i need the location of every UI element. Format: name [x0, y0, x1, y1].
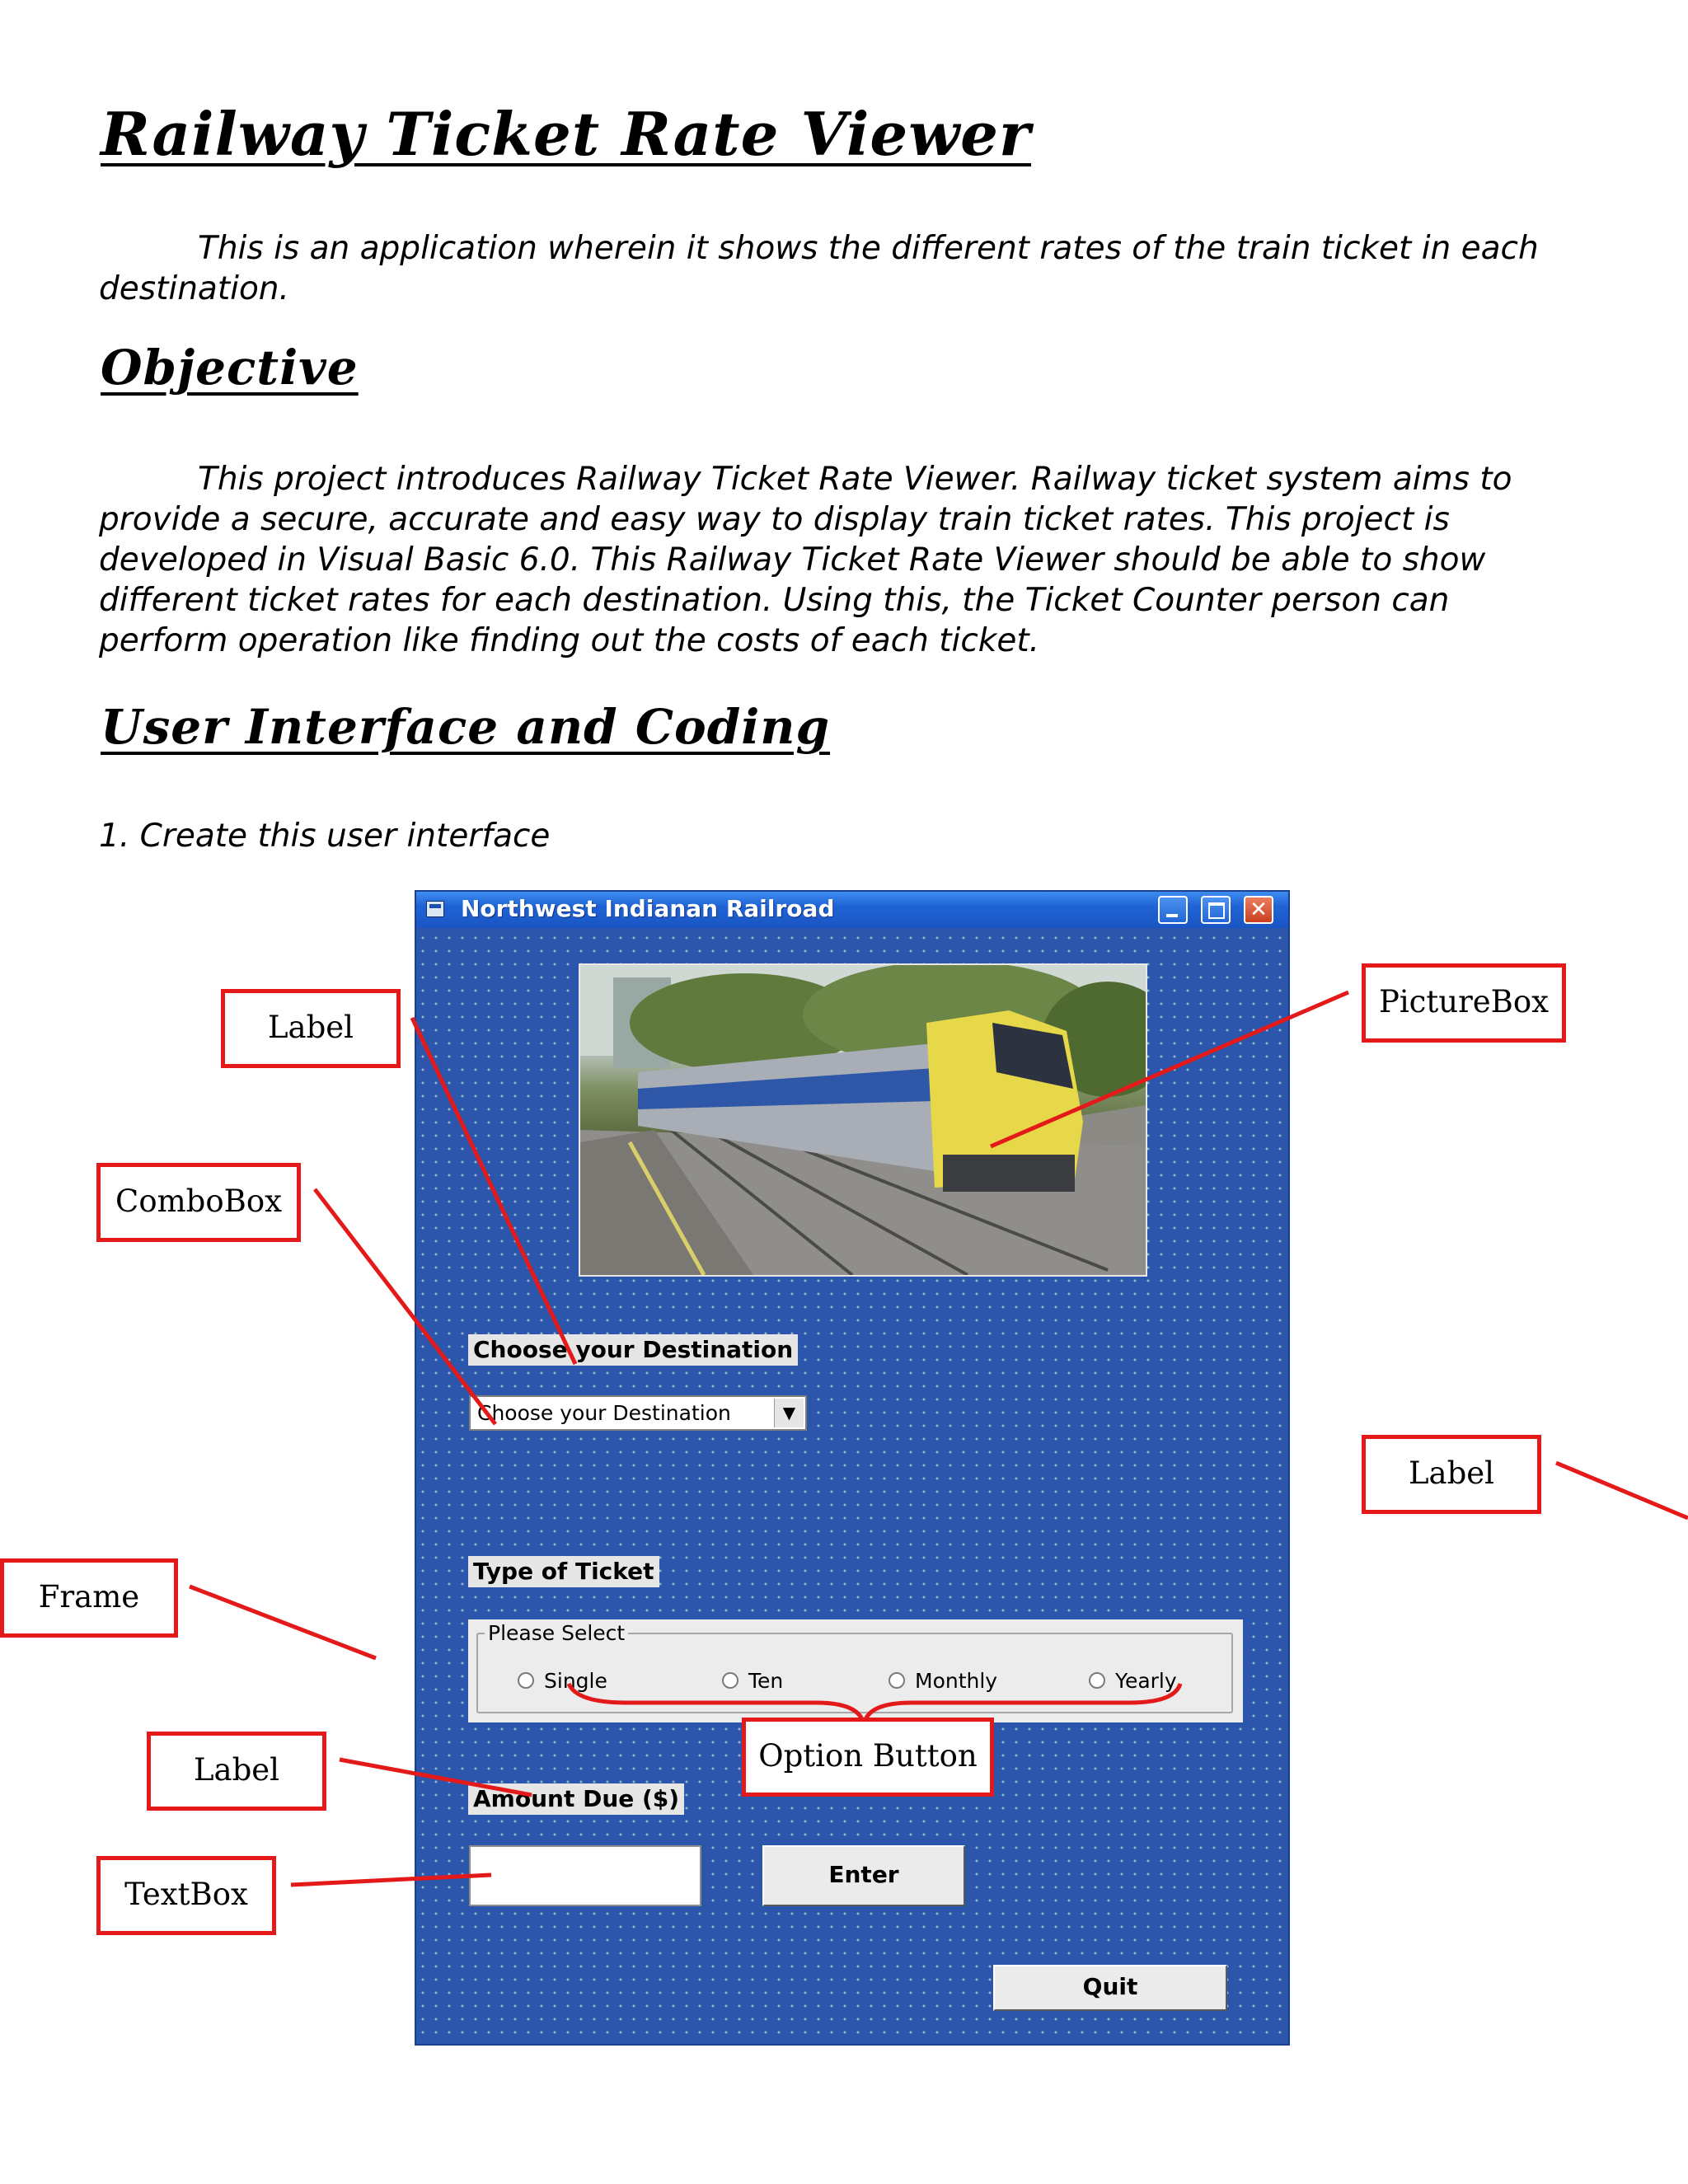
window-title: Northwest Indianan Railroad: [461, 895, 835, 922]
quit-button[interactable]: Quit: [993, 1965, 1227, 2011]
objective-heading: Objective: [101, 340, 359, 396]
leader-line-picturebox: [991, 992, 1348, 1146]
destination-label: Choose your Destination: [468, 1334, 798, 1366]
frame-caption: Please Select: [485, 1621, 628, 1646]
leader-line-label-right: [1556, 1463, 1688, 1518]
callout-option-button: Option Button: [742, 1718, 994, 1797]
dropdown-arrow-icon[interactable]: ▼: [774, 1399, 804, 1427]
objective-text: This project introduces Railway Ticket Rate Viewer. Railway ticket system aims to provide a secure, accurate and easy way to display train ticket rates. This project is developed in Visual Basic 6.0. This Railway Ticket Rate Viewer should be able to show different ticket rates for each destination. Using this, the Ticket Counter person can perform operation like finding out the costs of each ticket.: [99, 461, 1512, 659]
option-label: Yearly: [1115, 1669, 1177, 1693]
leader-line-label-top: [412, 1018, 575, 1364]
callout-label-top: Label: [221, 989, 401, 1068]
callout-label-amount: Label: [147, 1732, 326, 1811]
close-icon: ✕: [1250, 898, 1268, 922]
leader-line-frame: [190, 1586, 376, 1658]
ui-coding-heading: User Interface and Coding: [101, 699, 831, 755]
document-title: Railway Ticket Rate Viewer: [101, 99, 1031, 169]
callout-textbox: TextBox: [96, 1856, 276, 1935]
intro-text: This is an application wherein it shows the different rates of the train ticket in each destination.: [99, 230, 1539, 307]
callout-label-right: Label: [1362, 1435, 1541, 1514]
option-label: Ten: [748, 1669, 784, 1693]
combobox-value: Choose your Destination: [477, 1401, 731, 1425]
leader-line-textbox: [291, 1875, 491, 1885]
ticket-type-label: Type of Ticket: [468, 1556, 659, 1587]
option-label: Single: [544, 1669, 607, 1693]
amount-due-label: Amount Due ($): [468, 1783, 684, 1815]
step-1-instruction: 1. Create this user interface: [99, 818, 551, 855]
callout-picturebox: PictureBox: [1362, 963, 1566, 1043]
callout-combobox: ComboBox: [96, 1163, 301, 1242]
callout-frame: Frame: [0, 1558, 178, 1638]
leader-line-label-amount: [340, 1760, 532, 1795]
enter-button[interactable]: Enter: [762, 1845, 965, 1906]
leader-line-combobox: [315, 1189, 495, 1424]
option-label: Monthly: [915, 1669, 998, 1693]
